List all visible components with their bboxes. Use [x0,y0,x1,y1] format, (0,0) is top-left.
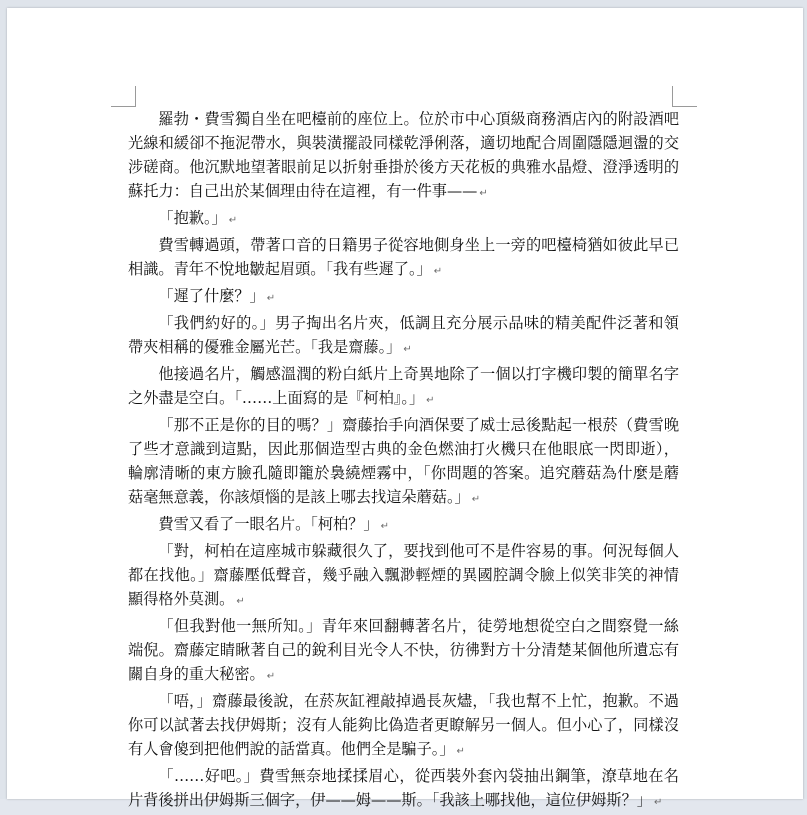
paragraph-mark-icon: ↵ [228,215,238,226]
paragraph-text: 「唔，」齋藤最後說，在菸灰缸裡敲掉過長灰燼，「我也幫不上忙，抱歉。不過你可以試著去找伊姆斯；沒有人能夠比偽造者更瞭解另一個人。但小心了，同樣沒有人會傻到把他們說的話當真。他們全是騙子。」 [128,692,679,758]
paragraph-text: 羅勃・費雪獨自坐在吧檯前的座位上。位於市中心頂級商務酒店內的附設酒吧光線和緩卻不拖泥帶水，與裝潢擺設同樣乾淨俐落，適切地配合周圍隱隱迴盪的交涉磋商。他沉默地望著眼前足以折射垂掛於後方天花板的典雅水晶燈、澄淨透明的蘇托力：自己出於某個理由待在這裡，有一件事—— [128,110,679,200]
paragraph [128,206,679,233]
paragraph-mark-icon: ↵ [433,266,443,277]
paragraph-mark-icon: ↵ [266,671,276,682]
document-page[interactable] [7,8,803,809]
paragraph [128,233,679,284]
paragraph-text: 「對，柯柏在這座城市躲藏很久了，要找到他可不是件容易的事。何況每個人都在找他。」齋藤壓低聲音，幾乎融入飄渺輕煙的異國腔調令臉上似笑非笑的神情顯得格外莫測。 [128,542,679,608]
paragraph-mark-icon: ↵ [456,746,465,757]
paragraph-mark-icon: ↵ [236,596,245,607]
paragraph-text: 「那不正是你的目的嗎？」齋藤抬手向酒保要了威士忌後點起一根菸（費雪晚了些才意識到這點，因此那個造型古典的金色燃油打火機只在他眼底一閃即逝），輪廓清晰的東方臉孔隨即籠於裊繞煙霧中，「你問題的答案。追究蘑菇為什麼是蘑菇毫無意義，你該煩惱的是該上哪去找這朵蘑菇。」 [128,416,679,506]
paragraph [128,512,679,539]
paragraph-text: 費雪又看了一眼名片。「柯柏？」 [158,515,379,533]
paragraph-text: 「……好吧。」費雪無奈地揉揉眉心，從西裝外套內袋抽出鋼筆，潦草地在名片背後拼出伊姆斯三個字，伊——姆——斯。「我該上哪找他，這位伊姆斯？」 [128,767,679,809]
paragraph-mark-icon: ↵ [479,188,488,199]
paragraph-mark-icon: ↵ [653,797,663,808]
paragraph-text: 費雪轉過頭，帶著口音的日籍男子從容地側身坐上一旁的吧檯椅猶如彼此早已相識。青年不悅地皺起眉頭。「我有些遲了。」 [128,236,679,278]
paragraph-text: 「遲了什麼？」 [158,287,265,305]
paragraph [128,689,679,764]
paragraph-text: 「但我對他一無所知。」青年來回翻轉著名片，徒勞地想從空白之間察覺一絲端倪。齋藤定睛瞅著自己的銳利目光令人不快，彷彿對方十分清楚某個他所遺忘有關自身的重大秘密。 [128,617,679,683]
margin-corner-top-right [672,86,697,107]
paragraph-mark-icon: ↵ [380,521,389,532]
paragraph [128,539,679,614]
paragraph-mark-icon: ↵ [403,344,412,355]
paragraph-text: 他接過名片，觸感溫潤的粉白紙片上奇異地除了一個以打字機印製的簡單名字之外盡是空白。「……上面寫的是『柯柏』。」 [128,365,679,407]
paragraph-mark-icon: ↵ [426,395,435,406]
paragraph [128,413,679,512]
paragraph-text: 「我們約好的。」男子掏出名片夾，低調且充分展示品味的精美配件泛著和領帶夾相稱的優雅金屬光芒。「我是齋藤。」 [128,314,679,356]
paragraph [128,614,679,689]
paragraph-mark-icon: ↵ [266,293,276,304]
paragraph-mark-icon: ↵ [471,494,481,505]
paragraph [128,284,679,311]
paragraph [128,362,679,413]
paragraph-text: 「抱歉。」 [158,209,227,227]
paragraph [128,107,679,206]
margin-corner-top-left [111,86,136,107]
paragraph [128,311,679,362]
paragraph [128,764,679,815]
document-body[interactable] [128,107,679,815]
